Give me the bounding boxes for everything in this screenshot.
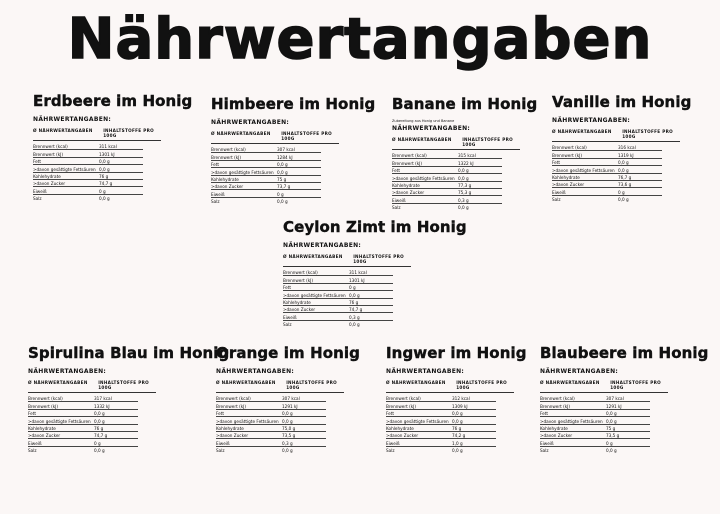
row-value: 307 kcal bbox=[277, 147, 295, 153]
row-value: 307 kcal bbox=[606, 396, 624, 402]
table-row bbox=[540, 417, 650, 424]
row-label: >davon gesättigte Fettsäuren bbox=[211, 169, 274, 175]
row-value: 76,7 g bbox=[618, 174, 632, 180]
row-label: Brennwert (kJ) bbox=[33, 151, 64, 157]
row-value: 76 g bbox=[94, 425, 104, 431]
column-header bbox=[283, 254, 411, 267]
row-label: >davon Zucker bbox=[552, 182, 585, 188]
row-value: 0,0 g bbox=[99, 159, 110, 165]
row-label: Eiweiß bbox=[386, 440, 400, 446]
row-label: >davon gesättigte Fettsäuren bbox=[216, 418, 279, 424]
table-row bbox=[216, 417, 326, 424]
table-row bbox=[28, 425, 138, 432]
table-row bbox=[386, 432, 496, 439]
column-header-right: INHALTSTOFFE PRO 100G bbox=[462, 137, 513, 147]
column-header-right: INHALTSTOFFE PRO 100G bbox=[103, 128, 154, 138]
row-value: 0,3 g bbox=[458, 197, 469, 203]
row-label: >davon Zucker bbox=[216, 433, 249, 439]
row-value: 1291 kJ bbox=[282, 403, 298, 409]
table-row bbox=[386, 439, 496, 446]
table-row bbox=[211, 161, 321, 168]
row-value: 74,2 g bbox=[452, 433, 466, 439]
row-value: 0,0 g bbox=[99, 166, 110, 172]
row-label: Salz bbox=[33, 196, 42, 202]
row-value: 0,0 g bbox=[282, 448, 293, 454]
column-header-left: Ø NÄHRWERTANGABEN bbox=[28, 380, 88, 385]
row-label: Salz bbox=[392, 205, 401, 211]
row-label: Salz bbox=[283, 322, 292, 328]
table-row bbox=[211, 190, 321, 197]
row-label: Brennwert (kJ) bbox=[386, 403, 417, 409]
row-label: Brennwert (kcal) bbox=[28, 396, 63, 402]
row-label: >davon Zucker bbox=[392, 190, 425, 196]
row-label: Brennwert (kcal) bbox=[392, 153, 427, 159]
table-row bbox=[33, 165, 143, 172]
table-row bbox=[552, 144, 662, 151]
row-value: 1301 kJ bbox=[99, 151, 115, 157]
row-label: Eiweiß bbox=[216, 440, 230, 446]
table-row bbox=[386, 395, 496, 402]
row-label: >davon gesättigte Fettsäuren bbox=[540, 418, 603, 424]
nutrition-heading: NÄHRWERTANGABEN: bbox=[28, 368, 107, 375]
column-header bbox=[392, 137, 520, 150]
table-row bbox=[540, 432, 650, 439]
table-row bbox=[283, 269, 393, 276]
nutrition-card bbox=[211, 95, 376, 204]
row-label: Salz bbox=[211, 199, 220, 205]
row-value: 76 g bbox=[452, 425, 462, 431]
table-row bbox=[28, 410, 138, 417]
row-value: 1332 kJ bbox=[94, 403, 110, 409]
row-value: 0,0 g bbox=[349, 322, 360, 328]
row-value: 0,0 g bbox=[618, 197, 629, 203]
product-title: Banane im Honig bbox=[392, 95, 538, 113]
row-label: Fett bbox=[216, 411, 225, 417]
product-title: Erdbeere im Honig bbox=[33, 92, 193, 110]
table-row bbox=[211, 198, 321, 204]
row-label: Salz bbox=[28, 448, 37, 454]
row-value: 0,3 g bbox=[282, 440, 293, 446]
row-label: Brennwert (kcal) bbox=[540, 396, 575, 402]
row-label: >davon gesättigte Fettsäuren bbox=[392, 175, 455, 181]
row-label: Fett bbox=[392, 168, 401, 174]
row-label: Kohlehydrate bbox=[386, 425, 414, 431]
row-value: 0,0 g bbox=[99, 196, 110, 202]
nutrition-card bbox=[392, 95, 557, 210]
table-row bbox=[392, 152, 502, 159]
row-value: 74,7 g bbox=[94, 433, 108, 439]
row-value: 316 kcal bbox=[618, 145, 636, 151]
table-row bbox=[211, 146, 321, 153]
row-label: Eiweiß bbox=[552, 189, 566, 195]
row-label: Kohlehydrate bbox=[211, 176, 239, 182]
row-value: 0,0 g bbox=[458, 205, 469, 211]
table-row bbox=[216, 410, 326, 417]
table-row bbox=[552, 196, 662, 202]
table-row bbox=[33, 187, 143, 194]
table-row bbox=[386, 410, 496, 417]
column-header-right: INHALTSTOFFE PRO 100G bbox=[281, 131, 332, 141]
row-value: 0,0 g bbox=[452, 411, 463, 417]
nutrition-heading: NÄHRWERTANGABEN: bbox=[216, 368, 295, 375]
table-row bbox=[540, 447, 650, 453]
table-row bbox=[552, 166, 662, 173]
row-value: 73,7 g bbox=[277, 184, 291, 190]
row-label: >davon Zucker bbox=[33, 181, 66, 187]
row-label: Brennwert (kJ) bbox=[211, 154, 242, 160]
row-value: 0,0 g bbox=[618, 160, 629, 166]
row-label: >davon gesättigte Fettsäuren bbox=[28, 418, 91, 424]
table-row bbox=[33, 143, 143, 150]
row-label: Brennwert (kcal) bbox=[33, 144, 68, 150]
row-label: Fett bbox=[211, 162, 220, 168]
row-value: 76 g bbox=[99, 173, 109, 179]
nutrition-table bbox=[392, 152, 502, 210]
row-label: Brennwert (kJ) bbox=[28, 403, 59, 409]
row-label: Eiweiß bbox=[28, 440, 42, 446]
column-header-left: Ø NÄHRWERTANGABEN bbox=[386, 380, 446, 385]
row-value: 76 g bbox=[349, 299, 359, 305]
nutrition-table bbox=[386, 395, 496, 453]
table-row bbox=[283, 299, 393, 306]
row-value: 0,0 g bbox=[349, 292, 360, 298]
nutrition-card bbox=[540, 344, 709, 454]
table-row bbox=[392, 167, 502, 174]
row-value: 0,0 g bbox=[282, 411, 293, 417]
table-row bbox=[28, 395, 138, 402]
table-row bbox=[283, 284, 393, 291]
nutrition-heading: NÄHRWERTANGABEN: bbox=[211, 119, 290, 126]
row-value: 73,6 g bbox=[618, 182, 632, 188]
row-label: Eiweiß bbox=[33, 188, 47, 194]
table-row bbox=[283, 321, 393, 327]
table-row bbox=[33, 158, 143, 165]
row-label: Fett bbox=[33, 159, 42, 165]
row-label: Brennwert (kcal) bbox=[283, 270, 318, 276]
row-label: >davon gesättigte Fettsäuren bbox=[33, 166, 96, 172]
product-title: Orange im Honig bbox=[216, 344, 360, 362]
row-label: Kohlehydrate bbox=[216, 425, 244, 431]
table-row bbox=[392, 189, 502, 196]
nutrition-heading: NÄHRWERTANGABEN: bbox=[386, 368, 465, 375]
table-row bbox=[216, 439, 326, 446]
table-row bbox=[552, 174, 662, 181]
product-title: Blaubeere im Honig bbox=[540, 344, 709, 362]
column-header-left: Ø NÄHRWERTANGABEN bbox=[283, 254, 343, 259]
table-row bbox=[540, 402, 650, 409]
nutrition-card bbox=[28, 344, 230, 454]
row-label: Kohlehydrate bbox=[283, 299, 311, 305]
column-header bbox=[211, 131, 339, 144]
row-value: 311 kcal bbox=[99, 144, 117, 150]
row-value: 73,5 g bbox=[606, 433, 620, 439]
row-value: 0,0 g bbox=[452, 448, 463, 454]
row-value: 1,0 g bbox=[452, 440, 463, 446]
row-value: 317 kcal bbox=[94, 396, 112, 402]
column-header bbox=[540, 380, 668, 393]
row-value: 1319 kJ bbox=[618, 152, 634, 158]
row-value: 0,0 g bbox=[458, 175, 469, 181]
row-value: 1284 kJ bbox=[277, 154, 293, 160]
row-label: Kohlehydrate bbox=[552, 174, 580, 180]
column-header-left: Ø NÄHRWERTANGABEN bbox=[216, 380, 276, 385]
row-value: 0 g bbox=[606, 440, 613, 446]
nutrition-card bbox=[216, 344, 381, 453]
table-row bbox=[28, 402, 138, 409]
table-row bbox=[33, 173, 143, 180]
table-row bbox=[33, 150, 143, 157]
nutrition-card bbox=[33, 92, 198, 201]
table-row bbox=[392, 182, 502, 189]
row-label: >davon Zucker bbox=[540, 433, 573, 439]
table-row bbox=[392, 204, 502, 210]
column-header bbox=[28, 380, 156, 393]
column-header-right: INHALTSTOFFE PRO 100G bbox=[353, 254, 404, 264]
nutrition-heading: NÄHRWERTANGABEN: bbox=[283, 242, 362, 249]
row-value: 77,3 g bbox=[458, 182, 472, 188]
column-header-left: Ø NÄHRWERTANGABEN bbox=[540, 380, 600, 385]
row-value: 1309 kJ bbox=[452, 403, 468, 409]
row-label: Brennwert (kcal) bbox=[552, 145, 587, 151]
product-subtitle: Zubereitung aus Honig und Banane bbox=[392, 119, 455, 123]
row-value: 0,0 g bbox=[277, 169, 288, 175]
table-row bbox=[216, 425, 326, 432]
table-row bbox=[283, 276, 393, 283]
table-row bbox=[216, 447, 326, 453]
row-value: 73,5 g bbox=[282, 433, 296, 439]
row-value: 75,3 g bbox=[458, 190, 472, 196]
row-value: 311 kcal bbox=[349, 270, 367, 276]
row-value: 0,0 g bbox=[606, 418, 617, 424]
row-label: Eiweiß bbox=[283, 314, 297, 320]
nutrition-heading: NÄHRWERTANGABEN: bbox=[392, 125, 471, 132]
row-label: Brennwert (kJ) bbox=[540, 403, 571, 409]
table-row bbox=[216, 395, 326, 402]
product-title: Vanille im Honig bbox=[552, 93, 692, 111]
table-row bbox=[211, 153, 321, 160]
table-row bbox=[28, 447, 138, 453]
column-header-right: INHALTSTOFFE PRO 100G bbox=[286, 380, 337, 390]
product-title: Ingwer im Honig bbox=[386, 344, 527, 362]
row-value: 312 kcal bbox=[452, 396, 470, 402]
column-header-left: Ø NÄHRWERTANGABEN bbox=[552, 129, 612, 134]
nutrition-table bbox=[216, 395, 326, 453]
column-header bbox=[552, 129, 680, 142]
nutrition-card bbox=[552, 93, 717, 202]
table-row bbox=[392, 159, 502, 166]
table-row bbox=[392, 196, 502, 203]
row-label: >davon gesättigte Fettsäuren bbox=[552, 167, 615, 173]
row-value: 1322 kJ bbox=[458, 160, 474, 166]
nutrition-heading: NÄHRWERTANGABEN: bbox=[540, 368, 619, 375]
column-header-right: INHALTSTOFFE PRO 100G bbox=[622, 129, 673, 139]
table-row bbox=[552, 151, 662, 158]
table-row bbox=[540, 410, 650, 417]
row-value: 1301 kJ bbox=[349, 277, 365, 283]
table-row bbox=[33, 195, 143, 201]
row-value: 75 g bbox=[277, 176, 287, 182]
row-value: 0,0 g bbox=[94, 448, 105, 454]
row-value: 0,3 g bbox=[349, 314, 360, 320]
nutrition-table bbox=[552, 144, 662, 202]
table-row bbox=[540, 439, 650, 446]
row-value: 0,0 g bbox=[94, 411, 105, 417]
table-row bbox=[211, 168, 321, 175]
row-value: 0,0 g bbox=[277, 162, 288, 168]
row-label: Brennwert (kcal) bbox=[386, 396, 421, 402]
nutrition-heading: NÄHRWERTANGABEN: bbox=[552, 117, 631, 124]
table-row bbox=[540, 425, 650, 432]
column-header bbox=[386, 380, 514, 393]
row-label: Eiweiß bbox=[540, 440, 554, 446]
table-row bbox=[28, 439, 138, 446]
product-title: Himbeere im Honig bbox=[211, 95, 376, 113]
row-value: 0,0 g bbox=[452, 418, 463, 424]
row-label: >davon gesättigte Fettsäuren bbox=[386, 418, 449, 424]
column-header bbox=[216, 380, 344, 393]
table-row bbox=[552, 181, 662, 188]
row-label: >davon gesättigte Fettsäuren bbox=[283, 292, 346, 298]
table-row bbox=[386, 447, 496, 453]
row-label: Brennwert (kcal) bbox=[211, 147, 246, 153]
row-value: 0 g bbox=[94, 440, 101, 446]
table-row bbox=[33, 180, 143, 187]
table-row bbox=[211, 176, 321, 183]
row-label: Brennwert (kJ) bbox=[283, 277, 314, 283]
row-label: Fett bbox=[28, 411, 37, 417]
row-value: 0 g bbox=[618, 189, 625, 195]
row-label: Fett bbox=[552, 160, 561, 166]
row-value: 0,0 g bbox=[606, 411, 617, 417]
table-row bbox=[283, 313, 393, 320]
row-value: 74,7 g bbox=[349, 307, 363, 313]
row-value: 0,0 g bbox=[618, 167, 629, 173]
row-value: 1291 kJ bbox=[606, 403, 622, 409]
column-header bbox=[33, 128, 161, 141]
column-header-left: Ø NÄHRWERTANGABEN bbox=[392, 137, 452, 142]
table-row bbox=[540, 395, 650, 402]
row-label: >davon Zucker bbox=[283, 307, 316, 313]
column-header-left: Ø NÄHRWERTANGABEN bbox=[33, 128, 93, 133]
row-label: Kohlehydrate bbox=[33, 173, 61, 179]
row-value: 75,0 g bbox=[282, 425, 296, 431]
row-value: 0 g bbox=[277, 191, 284, 197]
table-row bbox=[216, 432, 326, 439]
row-label: Fett bbox=[283, 285, 292, 291]
row-value: 315 kcal bbox=[458, 153, 476, 159]
nutrition-heading: NÄHRWERTANGABEN: bbox=[33, 116, 112, 123]
nutrition-table bbox=[211, 146, 321, 204]
nutrition-table bbox=[33, 143, 143, 201]
nutrition-table bbox=[540, 395, 650, 453]
product-title: Ceylon Zimt im Honig bbox=[283, 218, 467, 236]
row-label: Salz bbox=[386, 448, 395, 454]
row-label: Kohlehydrate bbox=[392, 182, 420, 188]
row-value: 0,0 g bbox=[94, 418, 105, 424]
table-row bbox=[392, 174, 502, 181]
row-label: Brennwert (kJ) bbox=[392, 160, 423, 166]
row-value: 0,0 g bbox=[277, 199, 288, 205]
row-label: Salz bbox=[540, 448, 549, 454]
row-value: 0,0 g bbox=[606, 448, 617, 454]
row-label: Salz bbox=[552, 197, 561, 203]
row-label: Salz bbox=[216, 448, 225, 454]
nutrition-table bbox=[28, 395, 138, 453]
column-header-right: INHALTSTOFFE PRO 100G bbox=[456, 380, 507, 390]
column-header-left: Ø NÄHRWERTANGABEN bbox=[211, 131, 271, 136]
row-value: 0,0 g bbox=[282, 418, 293, 424]
table-row bbox=[552, 159, 662, 166]
nutrition-card bbox=[283, 218, 467, 328]
row-label: Brennwert (kJ) bbox=[216, 403, 247, 409]
row-label: Brennwert (kJ) bbox=[552, 152, 583, 158]
row-value: 0,0 g bbox=[458, 168, 469, 174]
table-row bbox=[283, 291, 393, 298]
row-value: 0 g bbox=[349, 285, 356, 291]
row-label: Kohlehydrate bbox=[540, 425, 568, 431]
table-row bbox=[283, 306, 393, 313]
row-value: 0 g bbox=[99, 188, 106, 194]
row-label: Fett bbox=[386, 411, 395, 417]
row-value: 74,7 g bbox=[99, 181, 113, 187]
row-label: Kohlehydrate bbox=[28, 425, 56, 431]
row-label: Eiweiß bbox=[392, 197, 406, 203]
column-header-right: INHALTSTOFFE PRO 100G bbox=[610, 380, 661, 390]
table-row bbox=[386, 417, 496, 424]
table-row bbox=[552, 188, 662, 195]
row-label: >davon Zucker bbox=[386, 433, 419, 439]
table-row bbox=[216, 402, 326, 409]
nutrition-table bbox=[283, 269, 393, 327]
table-row bbox=[386, 425, 496, 432]
column-header-right: INHALTSTOFFE PRO 100G bbox=[98, 380, 149, 390]
row-label: Eiweiß bbox=[211, 191, 225, 197]
row-value: 307 kcal bbox=[282, 396, 300, 402]
page-title: Nährwertangaben bbox=[67, 7, 653, 72]
table-row bbox=[386, 402, 496, 409]
row-label: >davon Zucker bbox=[28, 433, 61, 439]
row-label: >davon Zucker bbox=[211, 184, 244, 190]
row-value: 75 g bbox=[606, 425, 616, 431]
row-label: Fett bbox=[540, 411, 549, 417]
product-title: Spirulina Blau im Honig bbox=[28, 344, 230, 362]
row-label: Brennwert (kcal) bbox=[216, 396, 251, 402]
table-row bbox=[211, 183, 321, 190]
nutrition-card bbox=[386, 344, 551, 453]
table-row bbox=[28, 432, 138, 439]
table-row bbox=[28, 417, 138, 424]
